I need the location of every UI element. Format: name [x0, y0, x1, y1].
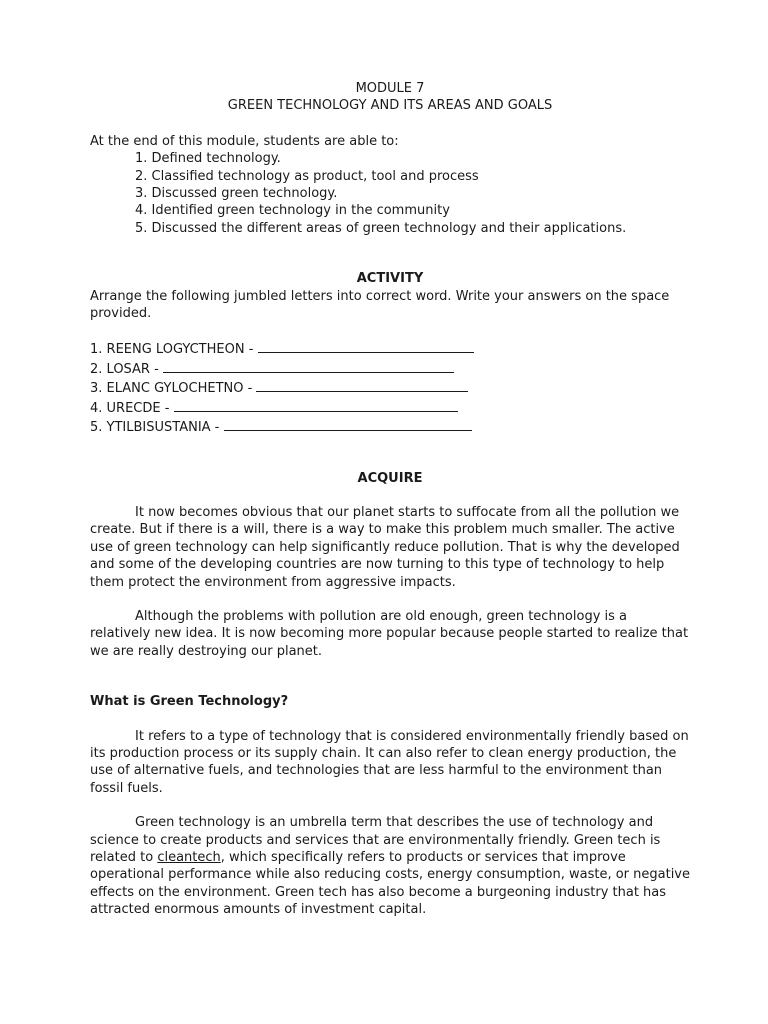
objective-item: 4. Identified green technology in the community: [135, 203, 450, 219]
module-title: GREEN TECHNOLOGY AND ITS AREAS AND GOALS: [227, 98, 553, 114]
answer-blank[interactable]: [256, 378, 468, 392]
answer-blank[interactable]: [174, 398, 458, 412]
jumbled-words-list: [90, 339, 690, 436]
objective-item: 3. Discussed green technology.: [135, 186, 338, 202]
objectives-intro: At the end of this module, students are able to:: [90, 133, 399, 149]
definition-paragraph: It refers to a type of technology that is considered environmentally friendly based on its production process or its supply chain. It can also refer to clean energy production, the use of alternative fuels, and technologies that are less harmful to the environment than fossil fuels.: [90, 728, 689, 796]
jumbled-item-label: 5. YTILBISUSTANIA -: [90, 420, 224, 436]
jumbled-item: [90, 378, 690, 397]
jumbled-item-label: 1. REENG LOGYCTHEON -: [90, 342, 258, 358]
jumbled-item-label: 2. LOSAR -: [90, 361, 163, 377]
acquire-paragraph: It now becomes obvious that our planet starts to suffocate from all the pollution we create. But if there is a will, there is a way to make this problem much smaller. The active use of green technology can help significantly reduce pollution. That is why the developed and some of the developing countries are now turning to this type of technology to help them protect the environment from aggressive impacts.: [90, 504, 680, 590]
paragraph-text: , which specifically refers to products or services that improve operational performance while also reducing costs, energy consumption, waste, or negative effects on the environment. Green tech has also become a burgeoning industry that has attracted enormous amounts of investment capital.: [90, 850, 690, 918]
objective-item: 1. Defined technology.: [135, 151, 281, 167]
jumbled-item: [90, 398, 690, 417]
paragraph-text: Green technology is an umbrella term that describes the use of technology and science to create products and services that are environmentally friendly. Green tech is related to: [90, 815, 661, 865]
jumbled-item-label: 4. URECDE -: [90, 400, 174, 416]
document-page: [90, 80, 690, 919]
jumbled-item: [90, 339, 690, 358]
jumbled-item: [90, 359, 690, 378]
activity-heading: ACTIVITY: [356, 271, 424, 287]
answer-blank[interactable]: [258, 339, 474, 353]
jumbled-item-label: 3. ELANC GYLOCHETNO -: [90, 381, 257, 397]
definition-paragraph: [90, 814, 690, 918]
activity-instruction: Arrange the following jumbled letters into correct word. Write your answers on the space provided.: [90, 288, 670, 322]
jumbled-item: [90, 417, 690, 436]
section-heading: What is Green Technology?: [90, 694, 289, 710]
answer-blank[interactable]: [224, 417, 472, 431]
answer-blank[interactable]: [163, 359, 454, 373]
module-number: MODULE 7: [355, 81, 425, 96]
acquire-paragraph: Although the problems with pollution are old enough, green technology is a relatively new idea. It is now becoming more popular because people started to realize that we are really destroying our planet.: [90, 608, 689, 659]
acquire-heading: ACQUIRE: [357, 470, 423, 486]
cleantech-link[interactable]: cleantech: [157, 850, 221, 865]
objective-item: 2. Classified technology as product, tool and process: [135, 168, 479, 184]
objectives-list: [90, 150, 690, 237]
objective-item: 5. Discussed the different areas of green technology and their applications.: [135, 220, 627, 236]
